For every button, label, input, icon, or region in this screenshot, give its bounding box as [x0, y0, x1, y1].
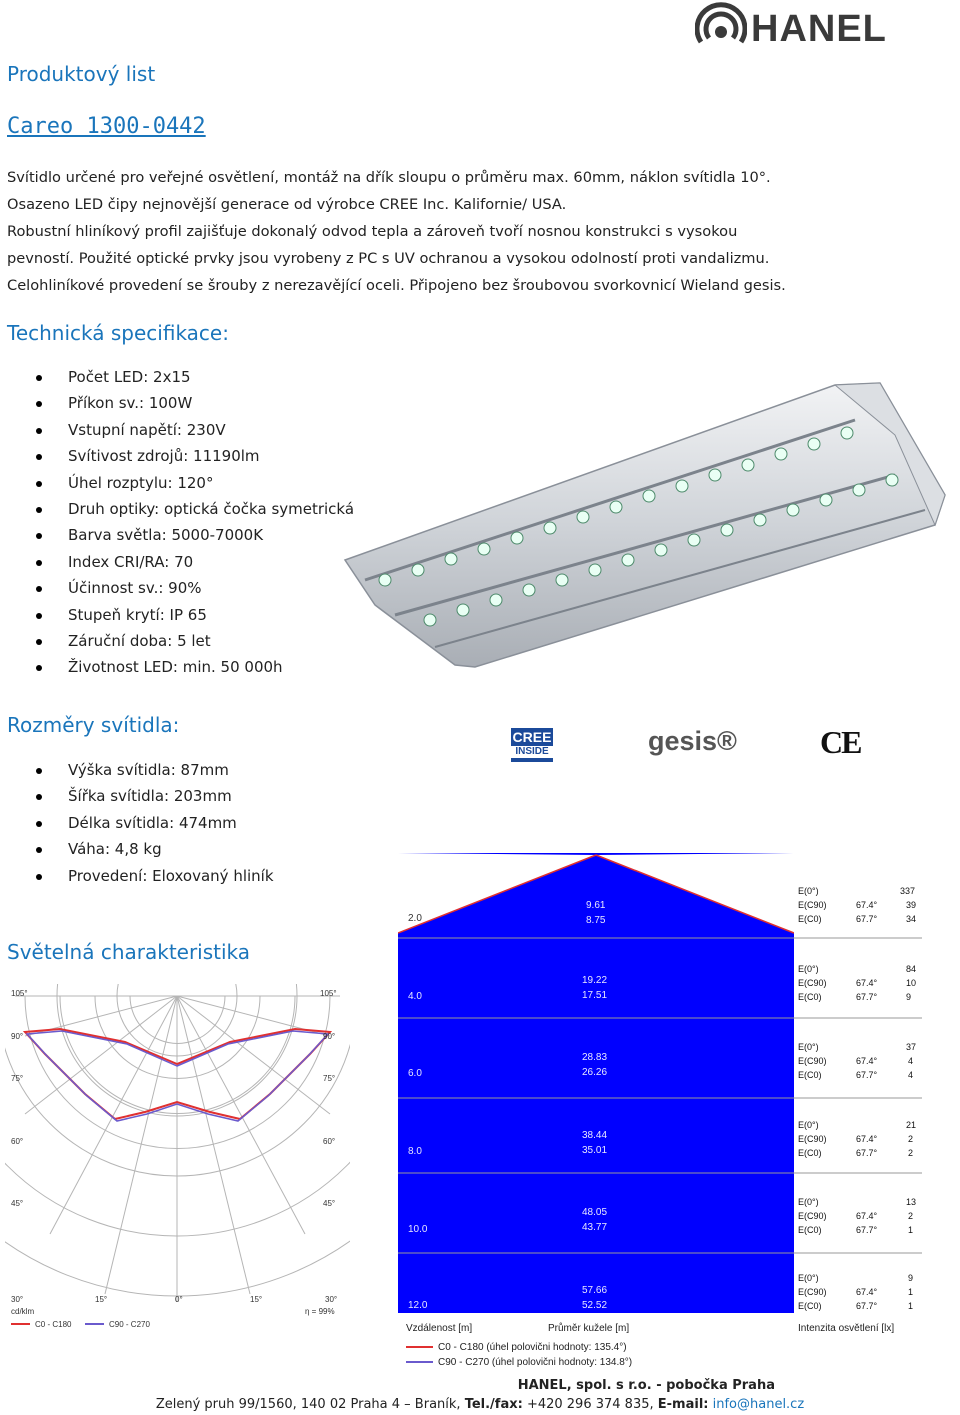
- list-item: Úhel rozptylu: 120°: [32, 470, 354, 496]
- angle-label: 60°: [323, 1137, 336, 1146]
- list-item: Druh optiky: optická čočka symetrická: [32, 496, 354, 522]
- wifi-logo-icon: [695, 2, 747, 48]
- iso-diameter: 17.51: [582, 990, 608, 1001]
- iso-value: 9: [906, 992, 912, 1002]
- list-item: Šířka svítidla: 203mm: [32, 783, 274, 809]
- angle-label: 105°: [320, 989, 337, 998]
- iso-label: E(C0): [798, 1148, 822, 1158]
- iso-angle: 67.4°: [856, 900, 878, 910]
- iso-value: 10: [906, 978, 917, 988]
- polar-efficiency: η = 99%: [305, 1307, 335, 1316]
- iso-label: E(C90): [798, 1287, 827, 1297]
- iso-label: E(C90): [798, 1211, 827, 1221]
- iso-height: 2.0: [408, 913, 422, 924]
- isolux-axis-labels: [398, 1318, 922, 1370]
- ce-mark-logo: CE: [820, 724, 861, 760]
- footer-address: Zelený pruh 99/1560, 140 02 Praha 4 – Braník,: [155, 1397, 465, 1412]
- iso-value: 4: [908, 1070, 914, 1080]
- iso-diameter: 9.61: [586, 900, 606, 911]
- document-type: Produktový list: [7, 62, 156, 86]
- iso-value: 9: [908, 1273, 914, 1283]
- tech-spec-heading: Technická specifikace:: [7, 321, 229, 345]
- footer-tel: +420 296 374 835,: [522, 1397, 658, 1412]
- iso-label: E(C0): [798, 992, 822, 1002]
- list-item: Životnost LED: min. 50 000h: [32, 654, 354, 680]
- gesis-logo: gesis®: [648, 726, 737, 756]
- iso-value: 34: [906, 914, 917, 924]
- iso-value: 37: [906, 1042, 917, 1052]
- iso-label: E(C90): [798, 1056, 827, 1066]
- iso-height: 10.0: [408, 1224, 428, 1235]
- footer-tel-label: Tel./fax:: [464, 1397, 523, 1412]
- iso-diameter: 57.66: [582, 1285, 608, 1296]
- hanel-logo: [695, 2, 887, 52]
- description-line: pevností. Použité optické prvky jsou vyrobeny z PC s UV ochranou a vysokou odolností proti vandalizmu.: [7, 250, 770, 267]
- list-item: Vstupní napětí: 230V: [32, 417, 354, 443]
- angle-label: 60°: [11, 1137, 24, 1146]
- angle-label: 90°: [323, 1032, 336, 1041]
- iso-label: E(C0): [798, 1070, 822, 1080]
- iso-height: 8.0: [408, 1146, 422, 1157]
- axis-intensity-label: Intenzita osvětlení [lx]: [798, 1323, 895, 1334]
- iso-value: 4: [908, 1056, 914, 1066]
- iso-value: 2: [908, 1211, 914, 1221]
- iso-label: E(0°): [798, 964, 819, 974]
- angle-label: 0°: [175, 1295, 183, 1304]
- angle-label: 30°: [11, 1295, 24, 1304]
- angle-label: 90°: [11, 1032, 24, 1041]
- iso-angle: 67.7°: [856, 1148, 878, 1158]
- iso-diameter: 8.75: [586, 915, 606, 926]
- angle-label: 45°: [323, 1199, 336, 1208]
- product-description: [7, 164, 907, 299]
- list-item: Váha: 4,8 kg: [32, 836, 274, 862]
- iso-value: 1: [908, 1301, 914, 1311]
- iso-value: 1: [908, 1287, 914, 1297]
- iso-height: 6.0: [408, 1068, 422, 1079]
- iso-diameter: 43.77: [582, 1222, 608, 1233]
- iso-label: E(0°): [798, 1197, 819, 1207]
- polar-light-diagram: [5, 984, 350, 1334]
- footer-email-link[interactable]: info@hanel.cz: [708, 1397, 805, 1412]
- list-item: Stupeň krytí: IP 65: [32, 602, 354, 628]
- iso-height: 4.0: [408, 991, 422, 1002]
- iso-value: 2: [908, 1148, 914, 1158]
- description-line: Celohliníkové provedení se šrouby z nerezavějící oceli. Připojeno bez šroubovou svorkovnicí Wieland gesis.: [7, 277, 786, 294]
- iso-angle: 67.7°: [856, 1225, 878, 1235]
- iso-label: E(C90): [798, 900, 827, 910]
- description-line: Svítidlo určené pro veřejné osvětlení, montáž na dřík sloupu o průměru max. 60mm, náklon svítidla 10°.: [7, 169, 771, 186]
- list-item: Provedení: Eloxovaný hliník: [32, 863, 274, 889]
- cree-inside-logo: [511, 728, 553, 762]
- list-item: Index CRI/RA: 70: [32, 549, 354, 575]
- list-item: Účinnost sv.: 90%: [32, 575, 354, 601]
- description-line: Osazeno LED čipy nejnovější generace od výrobce CREE Inc. Kalifornie/ USA.: [7, 196, 567, 213]
- certification-logos: [505, 722, 865, 767]
- iso-label: E(C0): [798, 1301, 822, 1311]
- product-title: Careo 1300-0442: [7, 114, 206, 139]
- iso-label: E(C90): [798, 978, 827, 988]
- iso-value: 1: [908, 1225, 914, 1235]
- list-item: Svítivost zdrojů: 11190lm: [32, 443, 354, 469]
- iso-angle: 67.4°: [856, 1134, 878, 1144]
- iso-diameter: 26.26: [582, 1067, 608, 1078]
- polar-unit: cd/klm: [11, 1307, 35, 1316]
- iso-diameter: 52.52: [582, 1300, 608, 1311]
- iso-angle: 67.4°: [856, 1211, 878, 1221]
- angle-label: 45°: [11, 1199, 24, 1208]
- dimensions-heading: Rozměry svítidla:: [7, 713, 180, 737]
- angle-label: 15°: [95, 1295, 108, 1304]
- list-item: Počet LED: 2x15: [32, 364, 354, 390]
- iso-label: E(0°): [798, 1120, 819, 1130]
- footer-company: HANEL, spol. s r.o. - pobočka Praha: [517, 1378, 775, 1393]
- list-item: Příkon sv.: 100W: [32, 390, 354, 416]
- iso-value: 2: [908, 1134, 914, 1144]
- angle-label: 15°: [250, 1295, 263, 1304]
- isolux-legend-c0: C0 - C180 (úhel polovični hodnoty: 135.4°): [438, 1342, 627, 1353]
- description-line: Robustní hliníkový profil zajišťuje dokonalý odvod tepla a zároveň tvoří nosnou konstrukci s vysokou: [7, 223, 738, 240]
- iso-diameter: 19.22: [582, 975, 608, 986]
- iso-height: 12.0: [408, 1300, 428, 1311]
- iso-diameter: 35.01: [582, 1145, 608, 1156]
- iso-angle: 67.4°: [856, 978, 878, 988]
- iso-angle: 67.7°: [856, 992, 878, 1002]
- footer-email-label: E-mail:: [657, 1397, 709, 1412]
- tech-spec-list: [32, 364, 354, 681]
- light-characteristic-heading: Světelná charakteristika: [7, 940, 251, 964]
- iso-diameter: 38.44: [582, 1130, 608, 1141]
- isolux-legend-c90: C90 - C270 (úhel polovični hodnoty: 134.8°): [438, 1357, 633, 1368]
- angle-label: 30°: [325, 1295, 338, 1304]
- iso-value: 21: [906, 1120, 917, 1130]
- iso-value: 84: [906, 964, 917, 974]
- list-item: Barva světla: 5000-7000K: [32, 522, 354, 548]
- angle-label: 105°: [11, 989, 28, 998]
- iso-angle: 67.4°: [856, 1056, 878, 1066]
- iso-diameter: 28.83: [582, 1052, 608, 1063]
- angle-label: 75°: [11, 1074, 24, 1083]
- axis-distance-label: Vzdálenost [m]: [406, 1323, 473, 1334]
- dimensions-list: [32, 757, 274, 889]
- list-item: Záruční doba: 5 let: [32, 628, 354, 654]
- logo-wordmark: HANEL: [751, 8, 887, 50]
- iso-label: E(C0): [798, 1225, 822, 1235]
- cree-logo-subtext: INSIDE: [511, 746, 553, 758]
- iso-angle: 67.4°: [856, 1287, 878, 1297]
- list-item: Výška svítidla: 87mm: [32, 757, 274, 783]
- cree-logo-text: CREE: [512, 729, 552, 745]
- polar-legend-a: C0 - C180: [35, 1320, 72, 1329]
- iso-label: E(0°): [798, 1042, 819, 1052]
- footer-contact: [0, 1397, 960, 1412]
- axis-diameter-label: Průměr kužele [m]: [548, 1323, 630, 1334]
- iso-label: E(0°): [798, 1273, 819, 1283]
- iso-diameter: 48.05: [582, 1207, 608, 1218]
- iso-angle: 67.7°: [856, 1070, 878, 1080]
- angle-label: 75°: [323, 1074, 336, 1083]
- iso-value: 337: [900, 886, 916, 896]
- iso-label: E(C90): [798, 1134, 827, 1144]
- iso-label: E(C0): [798, 914, 822, 924]
- iso-angle: 67.7°: [856, 914, 878, 924]
- isolux-cone-diagram: [398, 853, 922, 1313]
- luminaire-product-image: [335, 375, 960, 670]
- iso-angle: 67.7°: [856, 1301, 878, 1311]
- iso-value: 39: [906, 900, 917, 910]
- iso-value: 13: [906, 1197, 917, 1207]
- iso-label: E(0°): [798, 886, 819, 896]
- list-item: Délka svítidla: 474mm: [32, 810, 274, 836]
- polar-legend-b: C90 - C270: [109, 1320, 150, 1329]
